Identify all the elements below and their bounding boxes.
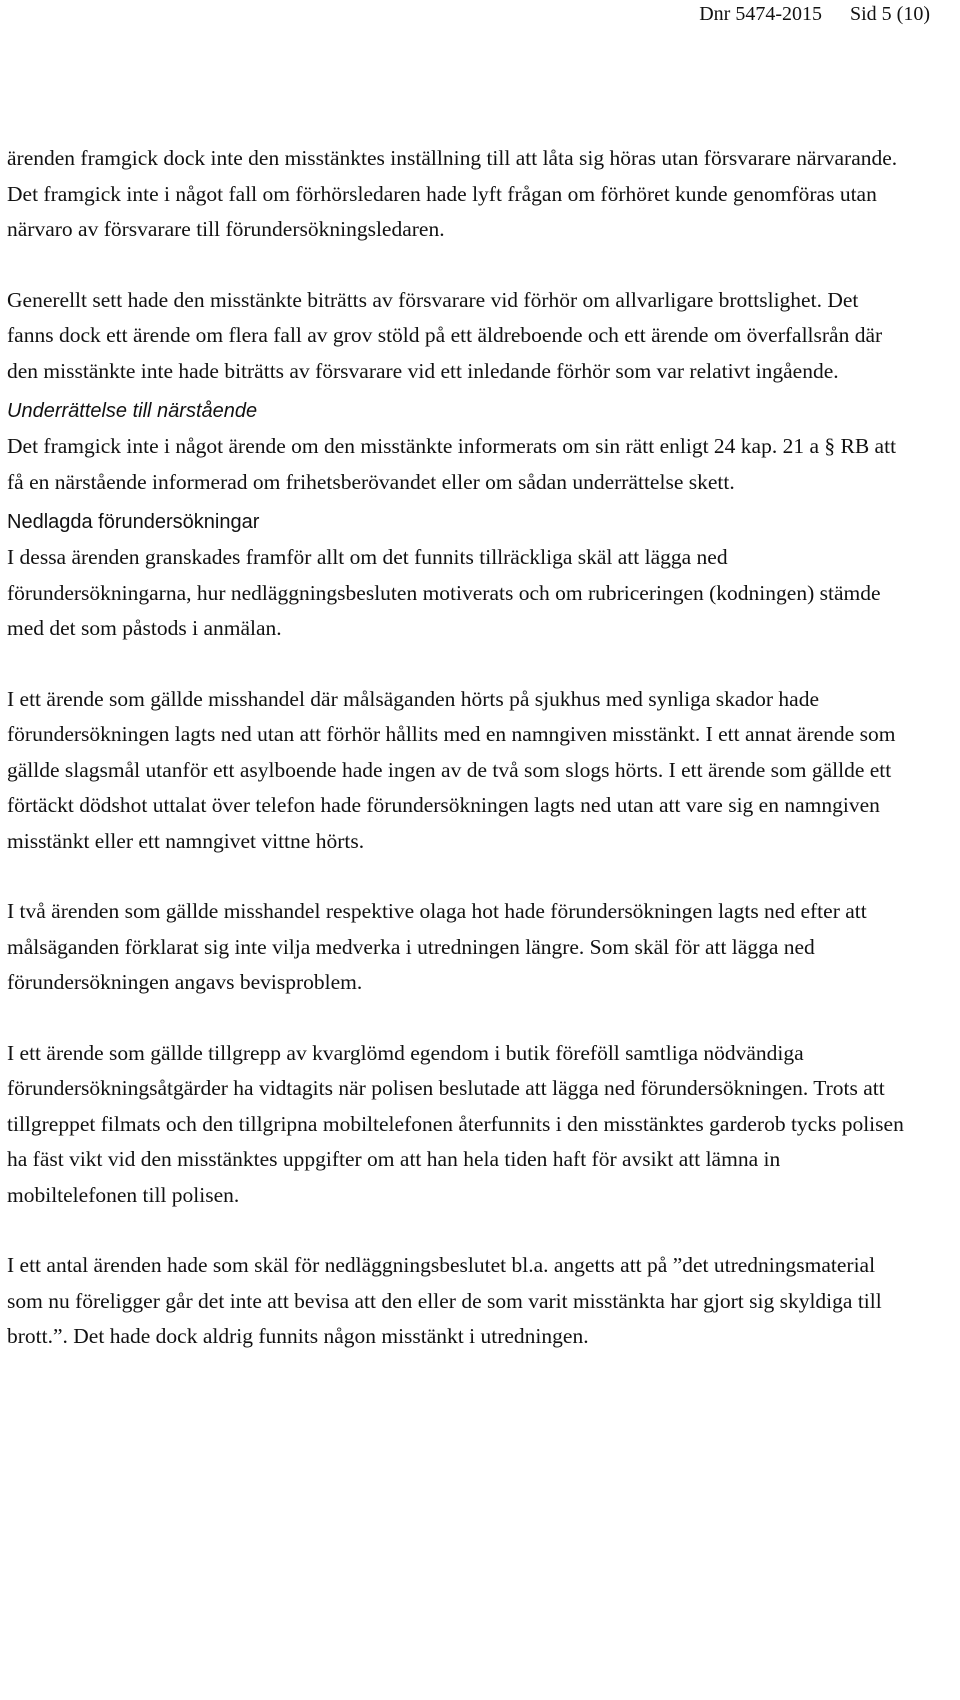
page-header bbox=[699, 2, 930, 26]
paragraph-victim-withdrawal: I två ärenden som gällde misshandel respektive olaga hot hade förundersökningen lagts ned efter att målsäganden förklarat sig inte vilja medverka i utredningen längre. Som skäl för att lägga ned förundersökningen angavs bevisproblem. bbox=[7, 899, 867, 994]
page-number: Sid 5 (10) bbox=[850, 3, 930, 25]
paragraph-theft-case: I ett ärende som gällde tillgrepp av kvarglömd egendom i butik föreföll samtliga nödvändiga förundersökningsåtgärder ha vidtagits när polisen beslutade att lägga ned förundersökningen. Trots att tillgreppet filmats och den tillgripna mobiltelefonen återfunnits i den misstänktes garderob tycks polisen ha fäst vikt vid den misstänktes uppgifter om att han hela tiden haft för avsikt att lämna in mobiltelefonen till polisen. bbox=[7, 1040, 904, 1207]
section-heading-relative-notification: Underrättelse till närstående bbox=[7, 400, 258, 422]
paragraph-closure-reasons: I ett antal ärenden hade som skäl för nedläggningsbeslutet bl.a. angetts att på ”det utredningsmaterial som nu föreligger går det inte att bevisa att den eller de som varit misstänkta har gjort sig skyldiga till brott.”. Det hade dock aldrig funnits någon misstänkt i utredningen. bbox=[7, 1253, 882, 1348]
case-number: Dnr 5474-2015 bbox=[699, 3, 822, 25]
document-body bbox=[7, 141, 907, 1355]
paragraph-closed-investigations-scope: I dessa ärenden granskades framför allt om det funnits tillräckliga skäl att lägga ned förundersökningarna, hur nedläggningsbesluten motiverats och om rubriceringen (kodningen) stämde med det som påstods i anmälan. bbox=[7, 545, 881, 640]
section-heading-closed-investigations: Nedlagda förundersökningar bbox=[7, 511, 260, 533]
paragraph-defense-serious-crimes: Generellt sett hade den misstänkte biträtts av försvarare vid förhör om allvarligare brottslighet. Det fanns dock ett ärende om flera fall av grov stöld på ett äldreboende och ett ärende om överfallsrån där den misstänkte inte hade biträtts av försvarare vid ett inledande förhör som var relativt ingående. bbox=[7, 287, 883, 383]
paragraph-closed-investigations-examples: I ett ärende som gällde misshandel där målsäganden hörts på sjukhus med synliga skador hade förundersökningen lagts ned utan att förhör hållits med en namngiven misstänkt. I ett annat ärende som gällde slagsmål utanför ett asylboende hade ingen av de två som slogs hörts. I ett ärende som gällde ett förtäckt dödshot uttalat över telefon hade förundersökningen lagts ned utan att vare sig en namngiven misstänkt eller ett namngivet vittne hörts. bbox=[7, 686, 896, 853]
paragraph-defense-presence: ärenden framgick dock inte den misstänktes inställning till att låta sig höras utan försvarare närvarande. Det framgick inte i något fall om förhörsledaren hade lyft frågan om förhöret kunde genomföras utan närvaro av försvarare till förundersökningsledaren. bbox=[7, 146, 898, 241]
paragraph-relative-notification: Det framgick inte i något ärende om den misstänkte informerats om sin rätt enligt 24 kap. 21 a § RB att få en närstående informerad om frihetsberövandet eller om sådan underrättelse skett. bbox=[7, 434, 897, 494]
